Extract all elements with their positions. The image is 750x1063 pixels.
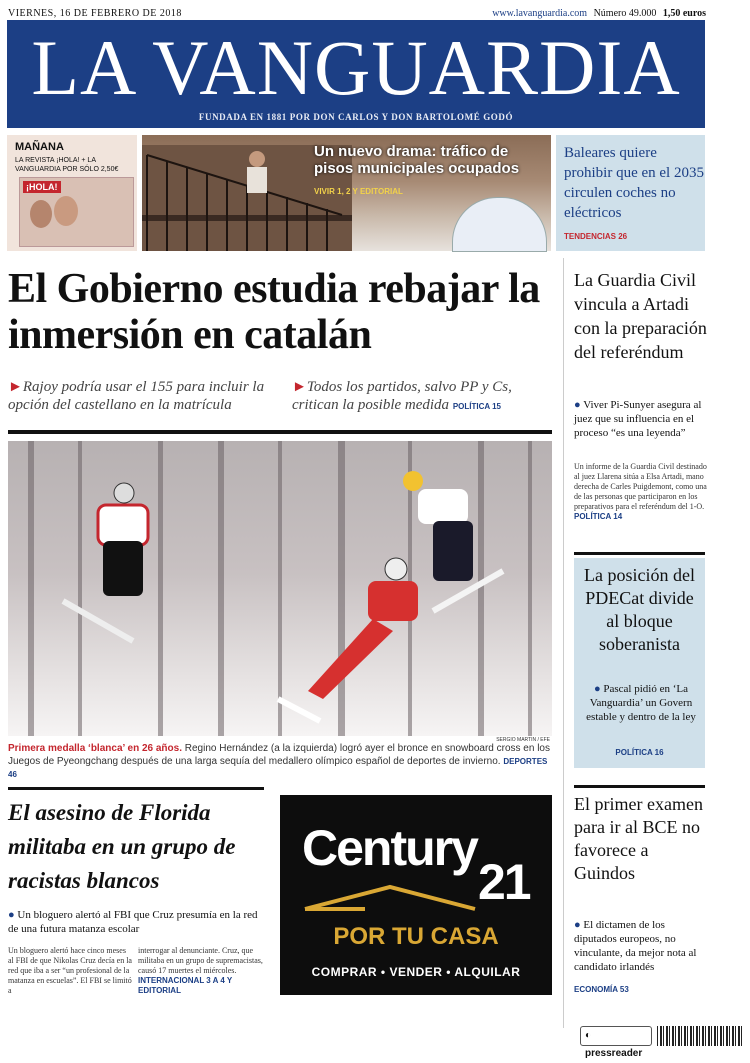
pdecat-subhead-text: Pascal pidió en ‘La Vanguardia’ un Govern estable y dentro de la ley [586,683,696,723]
pdecat-subhead [582,682,700,724]
pressreader-icon: ◐ [585,1030,592,1041]
divider [574,785,705,788]
pdecat-box[interactable] [574,558,705,768]
ad-brand: Century [302,820,477,876]
main-subhead-1-text: Rajoy podría usar el 155 para incluir la opción del castellano en la matrícula [8,379,265,413]
divider [574,552,705,555]
bce-headline[interactable]: El primer examen para ir al BCE no favorece a Guindos [574,794,703,883]
column-divider [563,258,564,1028]
guardia-civil-headline[interactable]: La Guardia Civil vincula a Artadi con la preparación del referéndum [574,270,707,362]
price: 1,50 euros [662,8,706,19]
ad-number: 21 [478,854,530,910]
main-headline[interactable]: El Gobierno estudia rebajar la inmersión en catalán [8,266,540,358]
promo-housing-section: VIVIR 1, 2 Y EDITORIAL [314,187,403,196]
promo-housing[interactable] [142,135,551,251]
guardia-civil-body-text: Un informe de la Guardia Civil destinado al juez Llarena sitúa a Elsa Artadi, mano derecha de Carles Puigdemont, como una de las personas que participaron en los preparativos para el referéndum del 1-O. [574,462,707,511]
guardia-civil-body [574,462,708,522]
masthead [7,20,705,128]
pressreader-logo[interactable] [580,1026,652,1059]
bce-subhead [574,918,708,974]
divider [8,787,264,790]
bullet-icon: ● [8,909,15,921]
divider [8,430,552,434]
house-roof-icon [300,883,480,913]
triangle-bullet-icon: ► [292,379,307,395]
founded-line: FUNDADA EN 1881 POR DON CARLOS Y DON BARTOLOMÉ GODÓ [198,112,514,122]
florida-headline[interactable]: El asesino de Florida militaba en un grupo de racistas blancos [8,800,236,893]
snowboarders-illustration [8,441,552,736]
main-subhead-2-text: Todos los partidos, salvo PP y Cs, critican la posible medida [292,379,512,413]
caption-lead: Primera medalla ‘blanca’ en 26 años. [8,743,182,754]
pressreader-text: pressreader [585,1048,643,1059]
main-subhead-2 [292,378,554,414]
cover-person-image [30,200,52,228]
main-subhead-1 [8,378,283,414]
caption-section-ref[interactable]: DEPORTES 46 [8,757,548,779]
florida-body-col2 [138,946,264,996]
magazine-cover-image [19,177,134,247]
florida-body-col1: Un bloguero alertó hace cinco meses al FBI de que Nikolas Cruz decía en la red que iba a ser “un profesional de la matanza en escuelas”. El FBI se limitó a [8,946,132,995]
promo-housing-headline: Un nuevo drama: tráfico de pisos municipales ocupados [314,143,520,177]
caption-text: Regino Hernández (a la izquierda) logró ayer el bronce en snowboard cross en los Juegos de Pyeongchang después de una larga sequía del medallero olímpico español de deportes de invierno. [8,743,550,767]
guardia-civil-subhead [574,398,708,440]
ad-services: COMPRAR • VENDER • ALQUILAR [311,965,521,979]
photo-caption [8,742,554,781]
triangle-bullet-icon: ► [8,379,23,395]
main-section-ref[interactable]: POLÍTICA 15 [452,402,501,411]
ad-tagline: POR TU CASA [333,923,499,950]
barcode-image [657,1026,743,1046]
cover-person-image [54,196,78,226]
promo-baleares-headline: Baleares quiere prohibir que en el 2035 circulen coches no eléctricos [564,145,704,221]
century21-ad[interactable] [280,795,552,995]
issue-number: Número 49.000 [593,8,657,19]
newspaper-title: LA VANGUARDIA [31,24,681,111]
florida-subhead [8,908,266,936]
promo-baleares[interactable] [556,135,705,251]
guardia-civil-section-ref[interactable]: POLÍTICA 14 [574,512,623,521]
bce-section-ref[interactable]: ECONOMÍA 53 [574,985,629,994]
bullet-icon: ● [574,919,581,931]
pdecat-section-ref: POLÍTICA 16 [615,748,664,757]
florida-section-ref[interactable]: INTERNACIONAL 3 A 4 Y EDITORIAL [138,976,233,995]
magazine-logo: ¡HOLA! [23,181,61,193]
bce-subhead-text: El dictamen de los diputados europeos, no vinculante, da mejor nota al candidato irlandés [574,919,697,973]
promo-hola-text: LA REVISTA ¡HOLA! + LA VANGUARDIA POR SÓLO 2,50€ [15,157,119,173]
promo-hola-title: MAÑANA [15,141,64,153]
photo-credit: SERGIO MARTIN / EFE [496,737,550,743]
police-car-image [452,197,547,252]
website-link[interactable]: www.lavanguardia.com [492,8,588,19]
issue-info [488,8,706,19]
guardia-civil-subhead-text: Viver Pi-Sunyer asegura al juez que su influencia en el proceso “es una leyenda” [574,399,702,439]
pdecat-headline: La posición del PDECat divide al bloque soberanista [584,565,695,654]
bullet-icon: ● [574,399,581,411]
date-line: VIERNES, 16 DE FEBRERO DE 2018 [8,8,182,19]
promo-hola[interactable] [7,135,137,251]
florida-body-col2-text: interrogar al denunciante. Cruz, que militaba en un grupo de supremacistas, causó 17 muertes el miércoles. [138,946,263,975]
snowboard-photo [8,441,552,736]
promo-baleares-section: TENDENCIAS 26 [564,232,628,241]
florida-subhead-text: Un bloguero alertó al FBI que Cruz presumía en la red de una futura matanza escolar [8,909,258,935]
bullet-icon: ● [593,683,601,695]
